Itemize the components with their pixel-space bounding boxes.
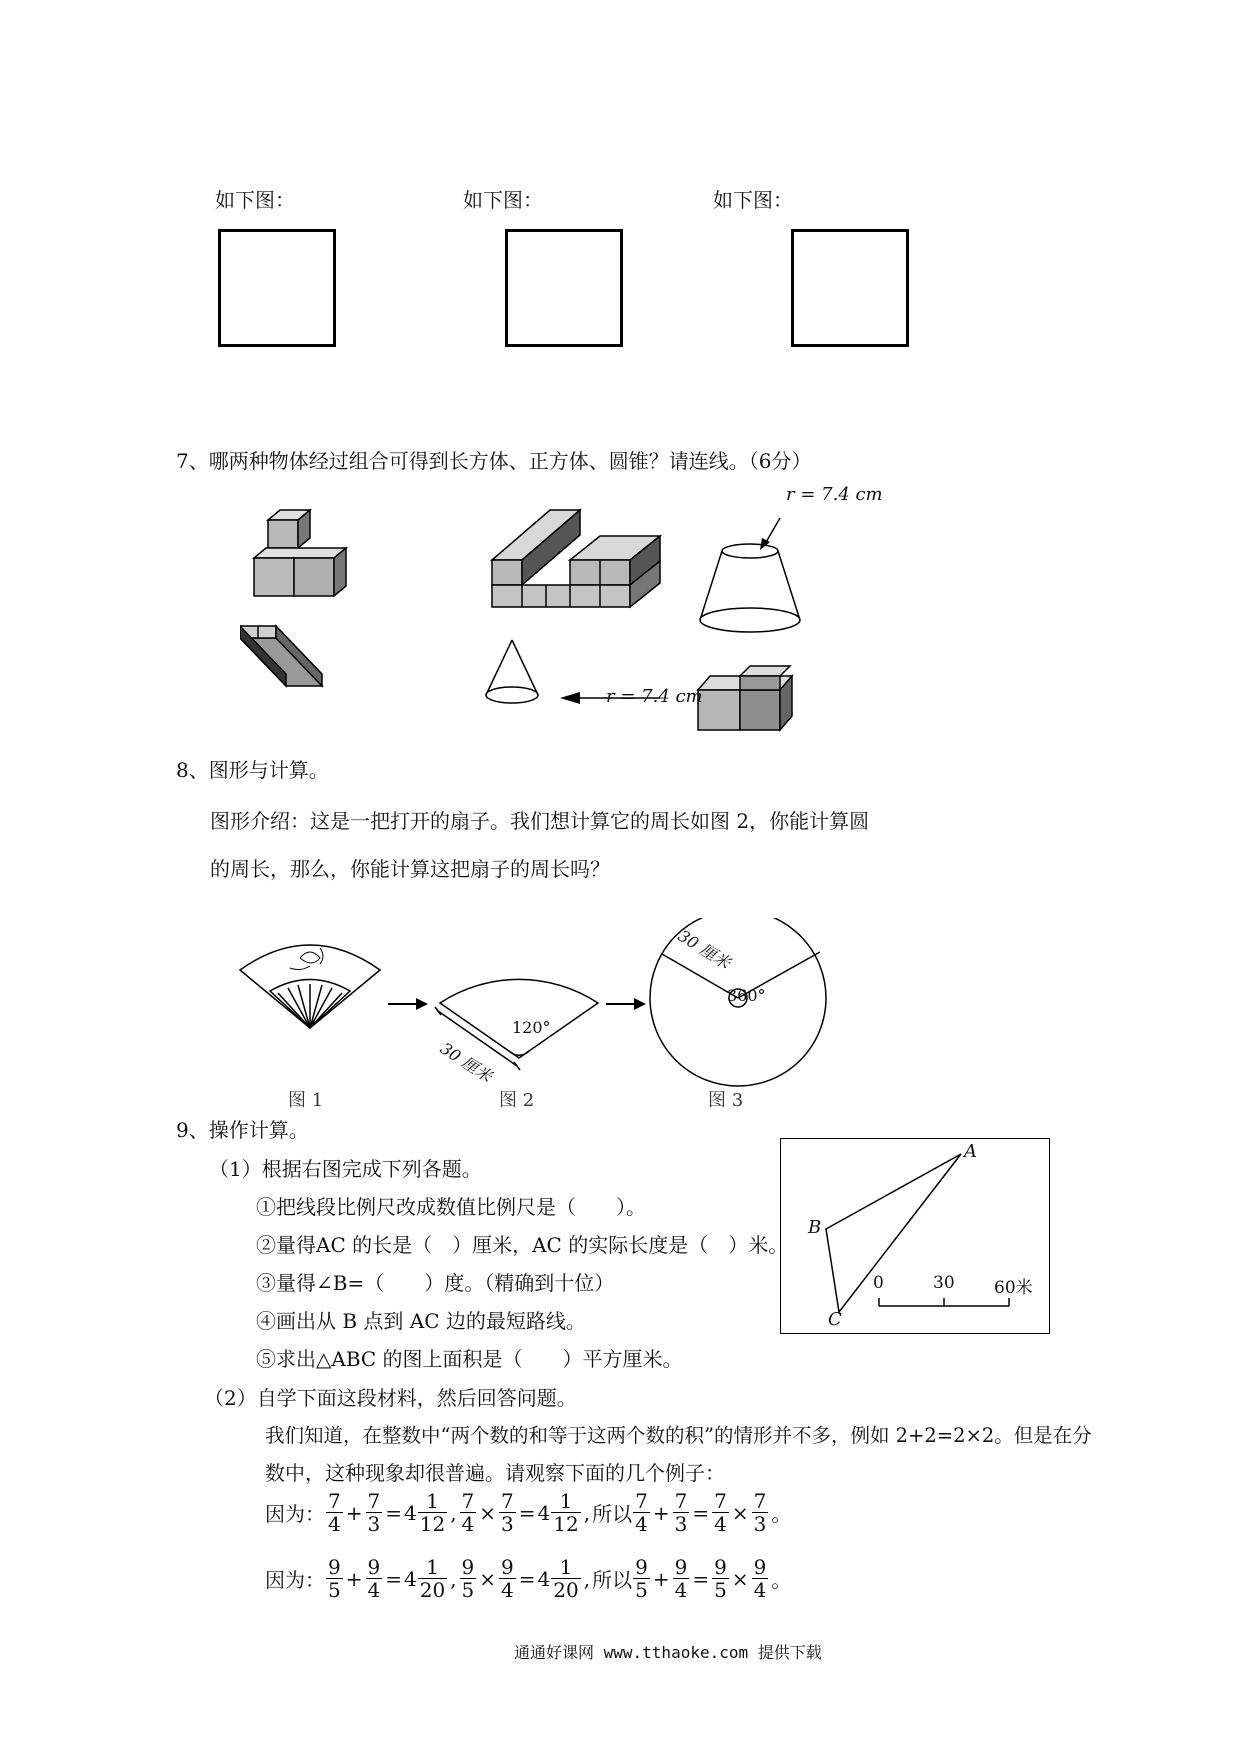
fig3-radius-label: 30 厘米 bbox=[674, 926, 734, 973]
cube-stack-solid bbox=[254, 510, 346, 596]
ex1-b-denominator: 3 bbox=[367, 1512, 381, 1536]
answer-box-3 bbox=[791, 229, 909, 347]
slanted-bar-solid bbox=[240, 626, 322, 686]
ex2-a-numerator-3: 9 bbox=[635, 1555, 648, 1579]
ex2-a-denominator-3: 5 bbox=[635, 1578, 648, 1602]
answer-box-2 bbox=[505, 229, 623, 347]
scale-label-0: 0 bbox=[873, 1273, 884, 1293]
ex1-whole-2: 4 bbox=[537, 1500, 551, 1525]
ex2-a-numerator: 9 bbox=[328, 1555, 341, 1579]
ex2-b-numerator-3: 9 bbox=[674, 1555, 688, 1579]
point-c-label: C bbox=[828, 1309, 842, 1330]
example-2: 因为： $\frac{9}{5}$ + $\frac{9}{4}$ = 4 $\frac{1}{20}$ , $\frac{9}{5}$ × $\frac{9}{4}$ = 4 $\frac{1}{20}$ , 所以 $\frac{9}{5}$ + $\frac{9}{4}$ = $\frac{9}{5}$ × $\frac{9}{4}$ 。 bbox=[265, 1555, 792, 1602]
ex1-a-denominator-3: 4 bbox=[635, 1512, 648, 1536]
ex2-so: 所以 bbox=[592, 1568, 633, 1592]
bottom-cubes-solid bbox=[698, 666, 792, 730]
ex1-whole: 4 bbox=[404, 1500, 417, 1525]
q9-para-line2: 数中，这种现象却很普遍。请观察下面的几个例子： bbox=[265, 1461, 725, 1485]
ex1-b-denominator-4: 3 bbox=[753, 1512, 767, 1536]
caption-box-1: 如下图： bbox=[215, 188, 295, 212]
ex1-r-denominator-2: 12 bbox=[553, 1512, 579, 1536]
ex2-b-denominator-4: 4 bbox=[753, 1578, 767, 1602]
ex2-a-numerator-2: 9 bbox=[461, 1555, 475, 1579]
scale-label-60: 60米 bbox=[994, 1278, 1033, 1298]
arrow-1-head bbox=[416, 998, 428, 1010]
ex2-a-denominator: 5 bbox=[328, 1578, 341, 1602]
ex1-b-denominator-2: 3 bbox=[501, 1512, 514, 1536]
ex1-a-numerator-4: 7 bbox=[714, 1489, 727, 1513]
q9-item-5: ⑤求出△ABC 的图上面积是（ ）平方厘米。 bbox=[256, 1347, 683, 1371]
ex2-b-denominator-2: 4 bbox=[501, 1578, 514, 1602]
frustum-arrow-line bbox=[765, 518, 780, 544]
arrow-2-head bbox=[634, 998, 646, 1010]
ex1-a-numerator-2: 7 bbox=[461, 1489, 475, 1513]
ex2-whole: 4 bbox=[404, 1566, 417, 1591]
q9-item-3: ③量得∠B=（ ）度。（精确到十位） bbox=[256, 1271, 615, 1295]
ex1-r-denominator: 12 bbox=[419, 1512, 446, 1536]
ex2-whole-2: 4 bbox=[537, 1566, 551, 1591]
ex1-a-denominator-2: 4 bbox=[461, 1512, 475, 1536]
long-bars-solid bbox=[492, 510, 660, 607]
ex2-r-numerator-2: 1 bbox=[551, 1556, 580, 1579]
ex1-a-denominator: 4 bbox=[328, 1512, 341, 1536]
cone-radius-label: r = 7.4 cm bbox=[606, 686, 703, 707]
fig2-angle-label: 120° bbox=[512, 1018, 551, 1037]
triangle-figure-frame bbox=[780, 1138, 1050, 1334]
ex2-b-denominator-3: 4 bbox=[674, 1578, 688, 1602]
q9-para-line1: 我们知道，在整数中“两个数的和等于这两个数的积”的情形并不多，例如 2+2=2×2。但是在分 bbox=[265, 1424, 1092, 1447]
ex2-lead: 因为： bbox=[265, 1568, 325, 1592]
frustum-solid bbox=[700, 544, 800, 632]
q7-solids-figure bbox=[240, 490, 860, 750]
fig2-caption: 图 2 bbox=[499, 1090, 535, 1111]
q9-title: 9、操作计算。 bbox=[176, 1118, 309, 1142]
ex1-r-numerator-2: 1 bbox=[551, 1490, 580, 1513]
ex1-b-numerator-3: 7 bbox=[674, 1489, 688, 1513]
fig2-radius-label: 30 厘米 bbox=[436, 1038, 496, 1086]
ex1-so: 所以 bbox=[592, 1502, 633, 1526]
point-a-label: A bbox=[964, 1141, 977, 1162]
ex2-a-numerator-4: 9 bbox=[714, 1555, 727, 1579]
scale-label-30: 30 bbox=[933, 1273, 955, 1293]
fig3-caption: 图 3 bbox=[708, 1090, 744, 1111]
example-1: 因为： $\frac{7}{4}$ + $\frac{7}{3}$ = 4 $\frac{1}{12}$ , $\frac{7}{4}$ × $\frac{7}{3}$ = 4 $\frac{1}{12}$ , 所以 $\frac{7}{4}$ + $\frac{7}{3}$ = $\frac{7}{4}$ × $\frac{7}{3}$ 。 bbox=[265, 1489, 792, 1536]
ex1-b-denominator-3: 3 bbox=[674, 1512, 688, 1536]
ex2-b-numerator-4: 9 bbox=[753, 1555, 767, 1579]
ex1-a-denominator-4: 4 bbox=[714, 1512, 727, 1536]
fig3-angle-label: 360° bbox=[727, 986, 766, 1005]
ex1-a-numerator-3: 7 bbox=[635, 1489, 648, 1513]
caption-box-3: 如下图： bbox=[713, 188, 793, 212]
ex2-a-denominator-2: 5 bbox=[461, 1578, 475, 1602]
q7-title: 7、哪两种物体经过组合可得到长方体、正方体、圆锥？请连线。（6分） bbox=[176, 449, 812, 473]
footer-credit: 通通好课网 www.tthaoke.com 提供下载 bbox=[514, 1643, 822, 1662]
q9-part2: （2）自学下面这段材料，然后回答问题。 bbox=[204, 1386, 577, 1410]
ex1-b-numerator-2: 7 bbox=[501, 1489, 514, 1513]
ex2-r-denominator-2: 20 bbox=[553, 1578, 579, 1602]
frustum-radius-label: r = 7.4 cm bbox=[786, 484, 883, 505]
q9-item-1: ①把线段比例尺改成数值比例尺是（ ）。 bbox=[256, 1195, 646, 1219]
ex2-r-numerator: 1 bbox=[418, 1556, 447, 1579]
point-b-label: B bbox=[808, 1217, 822, 1238]
frustum-arrow-head bbox=[760, 538, 770, 550]
ex1-b-numerator-4: 7 bbox=[753, 1489, 767, 1513]
ex1-b-numerator: 7 bbox=[367, 1489, 381, 1513]
q8-intro-line2: 的周长，那么，你能计算这把扇子的周长吗？ bbox=[210, 857, 610, 881]
caption-box-2: 如下图： bbox=[463, 188, 543, 212]
ex1-r-numerator: 1 bbox=[418, 1490, 447, 1513]
cone-arrow-head bbox=[560, 692, 580, 704]
q9-item-4: ④画出从 B 点到 AC 边的最短路线。 bbox=[256, 1309, 586, 1333]
ex2-a-denominator-4: 5 bbox=[714, 1578, 727, 1602]
ex1-lead: 因为： bbox=[265, 1502, 325, 1526]
cone-solid bbox=[486, 640, 538, 703]
q8-title: 8、图形与计算。 bbox=[176, 758, 329, 782]
ex1-a-numerator: 7 bbox=[328, 1489, 341, 1513]
ex2-b-numerator: 9 bbox=[367, 1555, 381, 1579]
ex2-r-denominator: 20 bbox=[419, 1578, 446, 1602]
answer-box-1 bbox=[218, 229, 336, 347]
fan-figure bbox=[240, 945, 380, 1028]
ex2-b-denominator: 4 bbox=[367, 1578, 381, 1602]
fig1-caption: 图 1 bbox=[288, 1090, 324, 1111]
ex2-b-numerator-2: 9 bbox=[501, 1555, 514, 1579]
q9-part1: （1）根据右图完成下列各题。 bbox=[209, 1157, 482, 1181]
q8-intro-line1: 图形介绍：这是一把打开的扇子。我们想计算它的周长如图 2，你能计算圆 bbox=[210, 809, 870, 833]
q9-item-2: ②量得AC 的长是（ ）厘米，AC 的实际长度是（ ）米。 bbox=[256, 1233, 789, 1257]
